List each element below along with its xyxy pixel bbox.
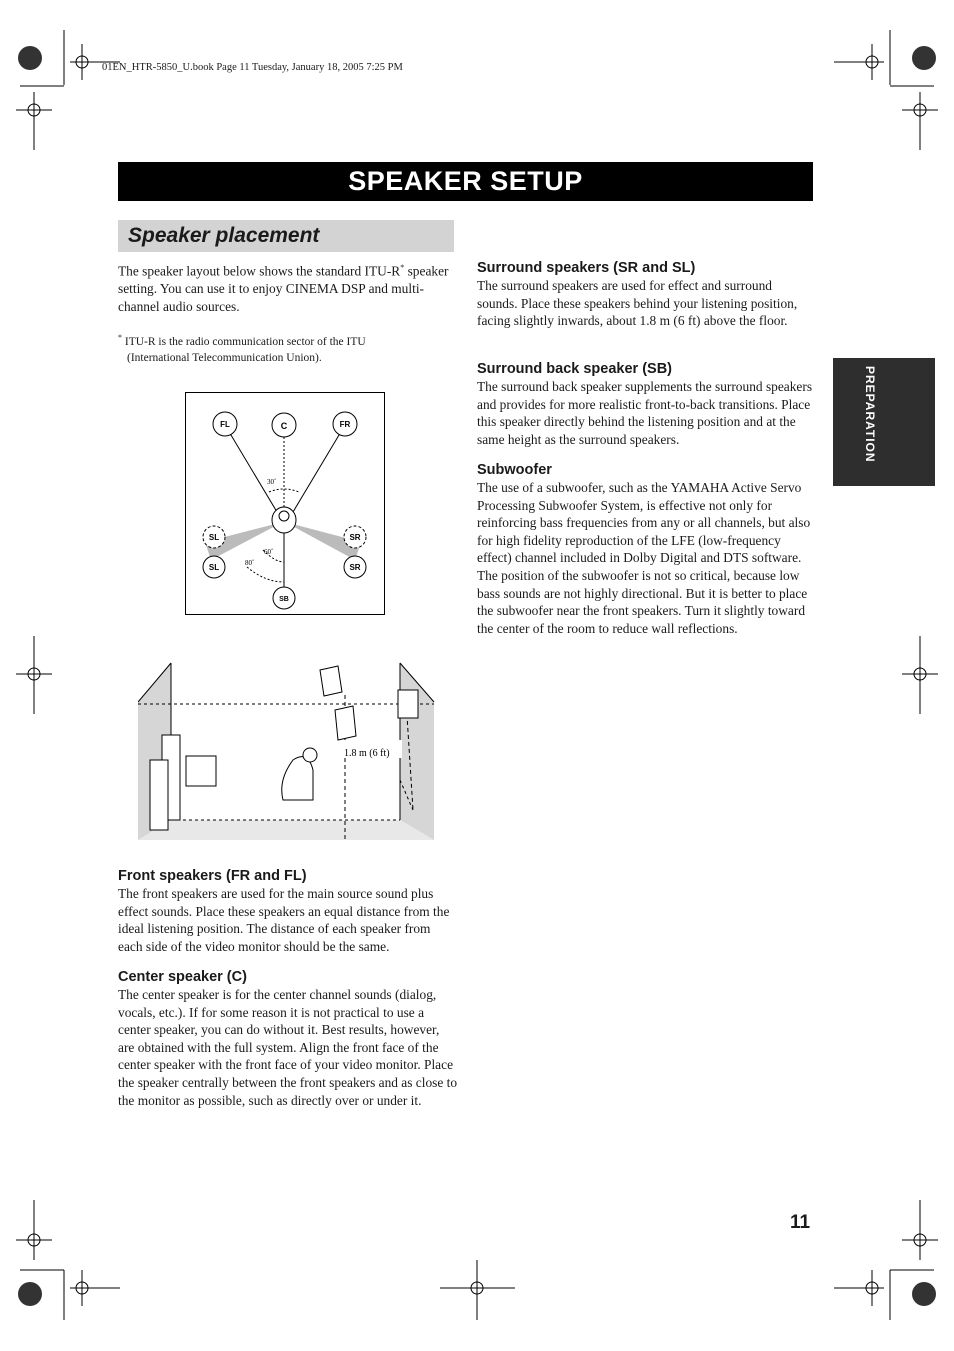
surround-speakers-text: The surround speakers are used for effect and surround sounds. Place these speakers behind your listening position, facing slightly inwards, about 1.8 m (6 ft) above the floor. (477, 278, 798, 329)
label-fr: FR (339, 420, 351, 429)
angle-80: 80˚ (245, 559, 255, 567)
label-sr-top: SR (349, 533, 361, 542)
side-tab (833, 358, 935, 486)
section-heading: Speaker placement (118, 220, 454, 252)
surround-speakers-section (477, 259, 813, 330)
label-c: C (280, 421, 288, 431)
label-sr-bottom: SR (349, 563, 361, 572)
subwoofer-heading: Subwoofer (477, 462, 552, 478)
center-speaker-section (118, 968, 458, 1109)
room-illustration (138, 660, 435, 840)
label-sb: SB (279, 596, 289, 603)
page-title: SPEAKER SETUP (118, 162, 813, 201)
subwoofer-section (477, 461, 813, 637)
surround-back-heading: Surround back speaker (SB) (477, 361, 672, 377)
label-sl-bottom: SL (208, 563, 220, 572)
front-speakers-text: The front speakers are used for the main source sound plus effect sounds. Place these speakers an equal distance from the ideal listening position. The distance of each speaker from each side of the video monitor should be the same. (118, 886, 450, 954)
intro-paragraph: The speaker layout below shows the standard ITU-R* speaker setting. You can use it to enjoy CINEMA DSP and multi-channel audio sources. (118, 263, 449, 314)
footnote: * ITU-R is the radio communication sector of the ITU (International Telecommunication Union). (118, 333, 366, 364)
angle-60: 60˚ (264, 548, 274, 556)
center-speaker-heading: Center speaker (C) (118, 969, 247, 985)
angle-30: 30˚ (267, 478, 277, 486)
label-sl-top: SL (208, 533, 220, 542)
surround-back-text: The surround back speaker supplements the surround speakers and provides for more realistic front-to-back transitions. Place this speaker directly behind the listening position and at the same height as the surround speakers. (477, 379, 813, 447)
height-label: 1.8 m (6 ft) (344, 748, 390, 759)
page-number: 11 (790, 1212, 811, 1233)
center-speaker-text: The center speaker is for the center channel sounds (dialog, vocals, etc.). If for some reason it is not practical to use a center speaker, you can do without it. Best results, however, are obtained with the full system. Align the front face of the center speaker with the front face of your video monitor. Place the speaker centrally between the front speakers and as close to the monitor as possible, such as directly over or under it. (118, 987, 458, 1108)
front-speakers-section (118, 867, 458, 955)
front-speakers-heading: Front speakers (FR and FL) (118, 868, 307, 884)
side-tab-label: PREPARATION (863, 366, 877, 463)
file-info-header: 01EN_HTR-5850_U.book Page 11 Tuesday, January 18, 2005 7:25 PM (102, 62, 403, 73)
surround-back-section (477, 360, 813, 448)
surround-speakers-heading: Surround speakers (SR and SL) (477, 260, 696, 276)
speaker-layout-diagram (185, 392, 386, 616)
subwoofer-text: The use of a subwoofer, such as the YAMAHA Active Servo Processing Subwoofer System, is effective not only for reinforcing bass frequencies from any or all channels, but also for high fidelity reproduction of the LFE (low-frequency effect) channel included in Dolby Digital and DTS software. The position of the subwoofer is not so critical, because low bass sounds are not highly directional. But it is better to place the subwoofer near the front speakers. Turn it slightly toward the center of the room to reduce wall reflections. (477, 480, 811, 636)
label-fl: FL (220, 420, 230, 429)
